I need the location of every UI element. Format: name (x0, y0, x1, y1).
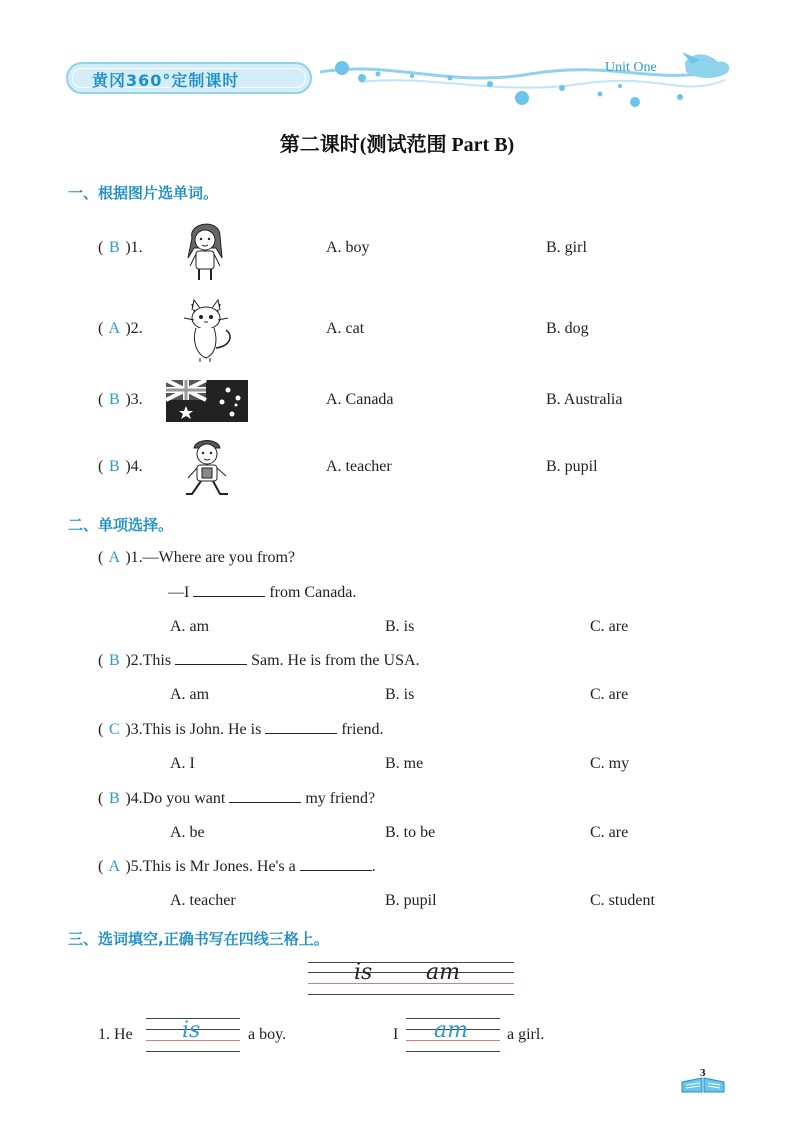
question-text: Do you want (142, 790, 226, 807)
s1-item1-prefix: ( B )1. (98, 239, 143, 256)
question-text: This is John. He is (142, 721, 262, 738)
question-text: Sam. He is from the USA. (251, 652, 420, 669)
s1-item4-prefix: ( B )4. (98, 458, 143, 475)
word-bank-am: am (426, 960, 460, 985)
item-number: 3. (130, 721, 143, 738)
s2-q2-option-a: A. am (170, 686, 210, 703)
item-number: 4. (130, 790, 143, 807)
answer-mark: C (108, 721, 120, 738)
question-text: my friend? (305, 790, 376, 807)
s2-q2-option-c: C. are (590, 686, 629, 703)
s3-q2-grid[interactable] (406, 1018, 500, 1052)
answer-mark: B (108, 790, 120, 807)
s1-item4-option-a: A. teacher (326, 458, 392, 475)
s2-q2: ( B )2.This Sam. He is from the USA. (98, 652, 420, 669)
s3-q1-grid[interactable] (146, 1018, 240, 1052)
s1-item2-option-b: B. dog (546, 320, 589, 337)
s2-q3-option-a: A. I (170, 755, 195, 772)
unit-label: Unit One (605, 60, 657, 75)
page-number: 3 (700, 1067, 706, 1079)
item-number: 1. (130, 239, 143, 256)
word-bank-is: is (354, 960, 373, 985)
s2-q1: ( A )1.—Where are you from? (98, 549, 296, 566)
question-text: This (142, 652, 172, 669)
answer-blank (229, 791, 301, 803)
s2-q4-option-a: A. be (170, 824, 205, 841)
item-number: 2. (130, 652, 143, 669)
pupil-picture (180, 436, 234, 500)
s1-item3-prefix: ( B )3. (98, 391, 143, 408)
section1-heading: 一、根据图片选单词。 (68, 184, 219, 202)
s1-item2-option-a: A. cat (326, 320, 365, 337)
s1-item3-option-b: B. Australia (546, 391, 623, 408)
answer-blank (265, 722, 337, 734)
item-number: 5. (130, 858, 143, 875)
answer-mark: B (108, 652, 120, 669)
s2-q3-option-c: C. my (590, 755, 630, 772)
s2-q1-option-b: B. is (385, 618, 415, 635)
s2-q5-option-b: B. pupil (385, 892, 437, 909)
s2-q4-option-c: C. are (590, 824, 629, 841)
s3-q1-suffix: a boy. (248, 1026, 287, 1043)
word-bank-grid (308, 962, 514, 994)
s1-item2-prefix: ( A )2. (98, 320, 143, 337)
s2-q3: ( C )3.This is John. He is friend. (98, 721, 384, 738)
s3-q1-prefix: 1. He (98, 1026, 133, 1043)
question-text: from Canada. (269, 584, 357, 601)
answer-blank (175, 653, 247, 665)
answer-mark: B (108, 239, 120, 256)
s1-item3-option-a: A. Canada (326, 391, 394, 408)
answer-blank (300, 859, 372, 871)
australia-flag (166, 380, 248, 422)
item-number: 3. (130, 391, 143, 408)
page-title: 第二课时(测试范围 Part B) (279, 134, 515, 156)
s1-item1-option-b: B. girl (546, 239, 587, 256)
section2-heading: 二、单项选择。 (68, 516, 174, 534)
item-number: 1. (130, 549, 143, 566)
s2-q1-option-a: A. am (170, 618, 210, 635)
question-text: —I (168, 584, 190, 601)
s1-item1-option-a: A. boy (326, 239, 370, 256)
answer-mark: B (108, 458, 120, 475)
s3-q2-answer: am (434, 1018, 468, 1043)
s2-q4: ( B )4.Do you want my friend? (98, 790, 376, 807)
answer-mark: A (108, 320, 121, 337)
section3-heading: 三、选词填空,正确书写在四线三格上。 (68, 930, 329, 948)
s3-q1-answer: is (182, 1018, 201, 1043)
answer-mark: A (108, 858, 121, 875)
s3-q2-prefix: I (393, 1026, 399, 1043)
header-bubbles-decoration (300, 40, 740, 120)
question-text: friend. (341, 721, 384, 738)
s2-q4-option-b: B. to be (385, 824, 436, 841)
s2-q5: ( A )5.This is Mr Jones. He's a . (98, 858, 376, 875)
answer-blank (193, 585, 265, 597)
item-number: 4. (130, 458, 143, 475)
s2-q1-line2 (168, 584, 356, 602)
answer-mark: B (108, 391, 120, 408)
girl-picture (180, 218, 230, 282)
header-brand: 黄冈360°定制课时 (92, 71, 240, 90)
question-text: —Where are you from? (142, 549, 296, 566)
item-number: 2. (130, 320, 143, 337)
s2-q3-option-b: B. me (385, 755, 424, 772)
s2-q2-option-b: B. is (385, 686, 415, 703)
s1-item4-option-b: B. pupil (546, 458, 598, 475)
s2-q5-option-a: A. teacher (170, 892, 236, 909)
answer-mark: A (108, 549, 121, 566)
question-text: . (371, 858, 376, 875)
s2-q1-option-c: C. are (590, 618, 629, 635)
s3-q2-suffix: a girl. (507, 1026, 545, 1043)
s2-q5-option-c: C. student (590, 892, 655, 909)
question-text: This is Mr Jones. He's a (142, 858, 296, 875)
cat-picture (180, 296, 240, 364)
